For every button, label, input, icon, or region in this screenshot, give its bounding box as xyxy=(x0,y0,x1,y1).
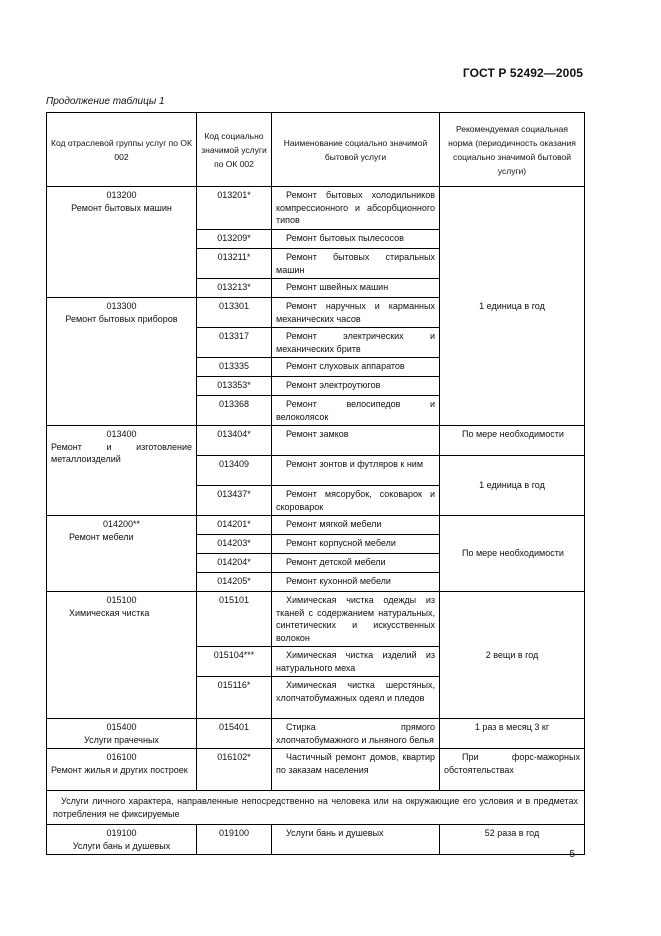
service-code: 013213* xyxy=(197,279,272,298)
norm-cell: 1 единица в год xyxy=(440,456,585,516)
service-code: 015116* xyxy=(197,677,272,719)
group-cell xyxy=(47,749,197,791)
service-name: Ремонт электрических и механических бритв xyxy=(272,328,440,358)
service-name: Химическая чистка шерстяных, хлопчатобумажных одеял и пледов xyxy=(272,677,440,719)
table-row xyxy=(47,749,585,791)
service-name: Ремонт мягкой мебели xyxy=(272,516,440,535)
header-service-name: Наименование социально значимой бытовой услуги xyxy=(272,113,440,187)
service-name: Ремонт мясорубок, соковарок и скороварок xyxy=(272,486,440,516)
service-code: 014205* xyxy=(197,573,272,592)
table-continuation-caption: Продолжение таблицы 1 xyxy=(46,96,165,107)
norm-cell: При форс-мажорных обстоятельствах xyxy=(440,749,585,791)
group-cell xyxy=(47,426,197,516)
service-code: 013201* xyxy=(197,187,272,230)
service-name: Ремонт замков xyxy=(272,426,440,456)
service-code: 013301 xyxy=(197,298,272,328)
group-code: 013200 xyxy=(106,190,137,200)
page-number: 5 xyxy=(569,849,575,860)
table-row xyxy=(47,791,585,825)
service-code: 013209* xyxy=(197,230,272,249)
norm-cell: 1 раз в месяц 3 кг xyxy=(440,719,585,749)
service-code: 013317 xyxy=(197,328,272,358)
group-cell xyxy=(47,298,197,426)
table-row xyxy=(47,592,585,647)
group-code: 016100 xyxy=(106,752,137,762)
service-name: Услуги бань и душевых xyxy=(272,825,440,855)
group-code: 015400 xyxy=(106,722,137,732)
group-name: Ремонт мебели xyxy=(69,531,134,542)
header-norm: Рекомендуемая социальная норма (периодичность оказания социально значимой бытовой услуги) xyxy=(440,113,585,187)
service-code: 013437* xyxy=(197,486,272,516)
table-row xyxy=(47,516,585,535)
group-code: 013300 xyxy=(106,301,137,311)
norm-cell: По мере необходимости xyxy=(440,516,585,592)
service-code: 014203* xyxy=(197,535,272,554)
service-code: 013404* xyxy=(197,426,272,456)
service-name: Ремонт электроутюгов xyxy=(272,377,440,396)
group-code: 015100 xyxy=(106,595,137,605)
service-code: 013211* xyxy=(197,249,272,279)
group-code: 019100 xyxy=(106,828,137,838)
service-code: 014204* xyxy=(197,554,272,573)
service-name: Ремонт детской мебели xyxy=(272,554,440,573)
service-name: Ремонт бытовых холодильников компрессионного и абсорбционного типов xyxy=(272,187,440,230)
service-code: 013335 xyxy=(197,358,272,377)
service-name: Стирка прямого хлопчатобумажного и льняного белья xyxy=(272,719,440,749)
service-code: 015401 xyxy=(197,719,272,749)
table-row xyxy=(47,426,585,456)
service-name: Частичный ремонт домов, квартир по заказам населения xyxy=(272,749,440,791)
service-code: 013353* xyxy=(197,377,272,396)
table-row xyxy=(47,825,585,855)
group-code: 013400 xyxy=(106,429,137,439)
group-name: Ремонт бытовых приборов xyxy=(65,313,178,324)
table-row xyxy=(47,719,585,749)
service-name: Ремонт наручных и карманных механических часов xyxy=(272,298,440,328)
group-cell xyxy=(47,187,197,298)
service-name: Ремонт швейных машин xyxy=(272,279,440,298)
group-name: Услуги прачечных xyxy=(84,734,159,745)
service-code: 013368 xyxy=(197,396,272,426)
service-name: Ремонт велосипедов и велоколясок xyxy=(272,396,440,426)
service-name: Ремонт зонтов и футляров к ним xyxy=(272,456,440,486)
norm-cell: 1 единица в год xyxy=(440,187,585,426)
group-cell xyxy=(47,719,197,749)
service-code: 019100 xyxy=(197,825,272,855)
service-name: Ремонт бытовых пылесосов xyxy=(272,230,440,249)
table-header-row xyxy=(47,113,585,187)
service-code: 015104*** xyxy=(197,647,272,677)
group-name: Ремонт и изготовление металлоизделий xyxy=(51,441,192,464)
norm-cell: 52 раза в год xyxy=(440,825,585,855)
service-name: Ремонт слуховых аппаратов xyxy=(272,358,440,377)
group-name: Услуги бань и душевых xyxy=(72,840,171,851)
service-code: 015101 xyxy=(197,592,272,647)
header-group-code: Код отраслевой группы услуг по ОК 002 xyxy=(47,113,197,187)
service-name: Ремонт корпусной мебели xyxy=(272,535,440,554)
norm-cell: По мере необходимости xyxy=(440,426,585,456)
service-name: Ремонт кухонной мебели xyxy=(272,573,440,592)
document-title: ГОСТ Р 52492—2005 xyxy=(462,66,583,80)
service-code: 016102* xyxy=(197,749,272,791)
group-code: 014200** xyxy=(102,519,141,529)
group-name: Ремонт бытовых машин xyxy=(71,202,172,213)
header-service-code: Код социально значимой услуги по ОК 002 xyxy=(197,113,272,187)
service-code: 013409 xyxy=(197,456,272,486)
table-row xyxy=(47,187,585,230)
service-name: Химическая чистка изделий из натурального меха xyxy=(272,647,440,677)
group-cell xyxy=(47,825,197,855)
services-table xyxy=(46,112,585,855)
group-cell xyxy=(47,516,197,592)
service-name: Ремонт бытовых стиральных машин xyxy=(272,249,440,279)
group-name: Химическая чистка xyxy=(69,607,150,618)
section-note: Услуги личного характера, направленные непосредственно на человека или на окружающие его условия и в предметах потребления не фиксируемые xyxy=(47,791,585,825)
norm-cell: 2 вещи в год xyxy=(440,592,585,719)
group-cell xyxy=(47,592,197,719)
group-name: Ремонт жилья и других построек xyxy=(51,764,188,775)
service-code: 014201* xyxy=(197,516,272,535)
service-name: Химическая чистка одежды из тканей с содержанием натуральных, синтетических и искусственных волокон xyxy=(272,592,440,647)
